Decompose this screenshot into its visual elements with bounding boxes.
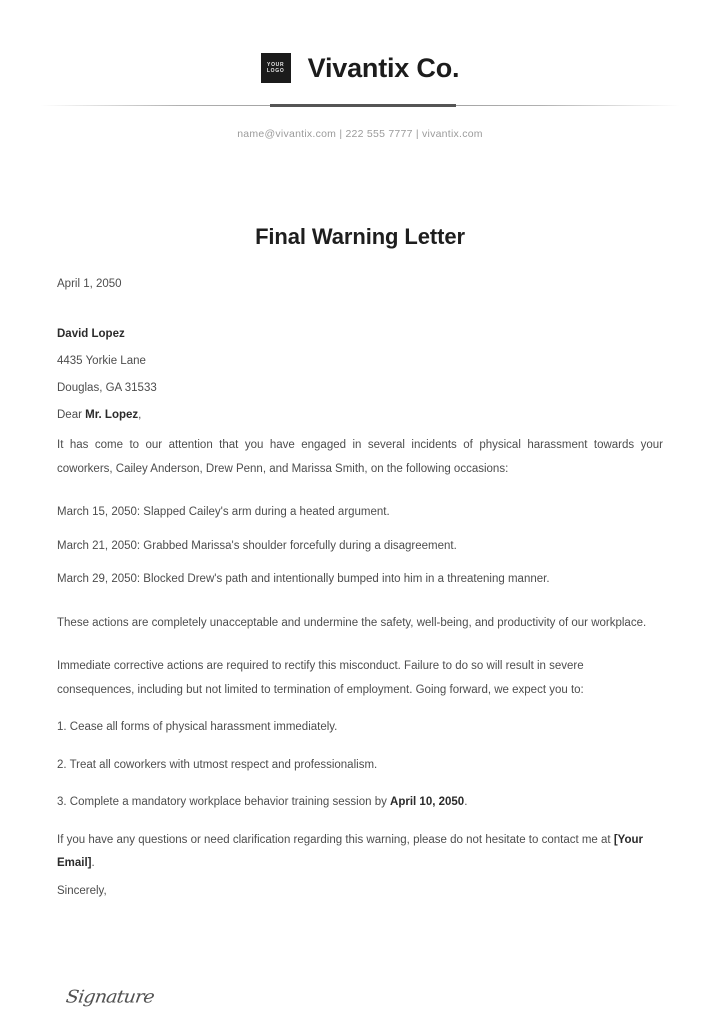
- incident-list: [57, 507, 663, 586]
- incident-item: March 15, 2050: Slapped Cailey's arm during a heated argument.: [57, 506, 390, 519]
- closing-email-placeholder: [Your Email]: [57, 833, 643, 870]
- header-divider: [0, 101, 720, 111]
- recipient-name: David Lopez: [57, 328, 125, 340]
- intro-paragraph: It has come to our attention that you have engaged in several incidents of physical harassment towards your coworkers, Cailey Anderson, Drew Penn, and Marissa Smith, on the following occasions:: [57, 439, 663, 475]
- incident-item: March 21, 2050: Grabbed Marissa's shoulder forcefully during a disagreement.: [57, 539, 457, 552]
- logo-text-line2: LOGO: [266, 68, 285, 74]
- closing-suffix: .: [91, 857, 95, 870]
- expectation-tail: .: [464, 796, 468, 809]
- contact-info: name@vivantix.com | 222 555 7777 | vivantix.com: [237, 128, 483, 140]
- expectation-deadline: April 10, 2050: [390, 796, 465, 809]
- company-name: Vivantix Co.: [307, 52, 460, 83]
- corrective-paragraph: Immediate corrective actions are required to rectify this misconduct. Failure to do so will result in severe consequences, including but not limited to termination of employment. Going forward, we expect you to:: [57, 660, 584, 696]
- spacer: [57, 702, 663, 722]
- spacer: [57, 635, 663, 655]
- divider-accent-bar: [270, 104, 456, 107]
- expectation-text: Cease all forms of physical harassment immediately.: [69, 721, 338, 734]
- expectation-item: [57, 722, 663, 734]
- logo-placeholder-icon: [261, 53, 291, 83]
- letter-date: April 1, 2050: [57, 278, 122, 290]
- page-title: Final Warning Letter: [255, 224, 465, 249]
- letter-body: [57, 278, 663, 897]
- letterhead: [0, 0, 720, 140]
- recipient-street: 4435 Yorkie Lane: [57, 355, 146, 367]
- spacer: [57, 586, 663, 612]
- expectation-text: Treat all coworkers with utmost respect and professionalism.: [69, 758, 378, 771]
- unacceptable-paragraph: These actions are completely unacceptable and undermine the safety, well-being, and productivity of our workplace.: [57, 616, 647, 629]
- spacer: [57, 809, 663, 829]
- incident-item: March 29, 2050: Blocked Drew's path and intentionally bumped into him in a threatening manner.: [57, 573, 550, 586]
- sign-off: Sincerely,: [57, 884, 107, 897]
- expectation-item: [57, 797, 663, 809]
- expectations-list: [57, 722, 663, 809]
- spacer: [57, 481, 663, 507]
- brand-row: [0, 46, 720, 90]
- salutation: [57, 409, 663, 421]
- recipient-city-state-zip: Douglas, GA 31533: [57, 382, 157, 394]
- logo-text-line1: YOUR: [267, 62, 285, 68]
- signature-script: Signature: [64, 986, 156, 1008]
- expectation-item: [57, 760, 663, 772]
- expectation-number: 1.: [57, 721, 70, 734]
- salutation-name: Mr. Lopez: [85, 409, 139, 421]
- closing-prefix: If you have any questions or need clarification regarding this warning, please do not hesitate to contact me at: [57, 833, 614, 846]
- closing-paragraph: [57, 829, 663, 876]
- salutation-prefix: Dear: [57, 409, 86, 421]
- expectation-number: 2.: [57, 758, 70, 771]
- expectation-number: 3.: [57, 796, 70, 809]
- salutation-suffix: ,: [138, 409, 142, 421]
- expectation-text: Complete a mandatory workplace behavior training session by: [69, 796, 391, 809]
